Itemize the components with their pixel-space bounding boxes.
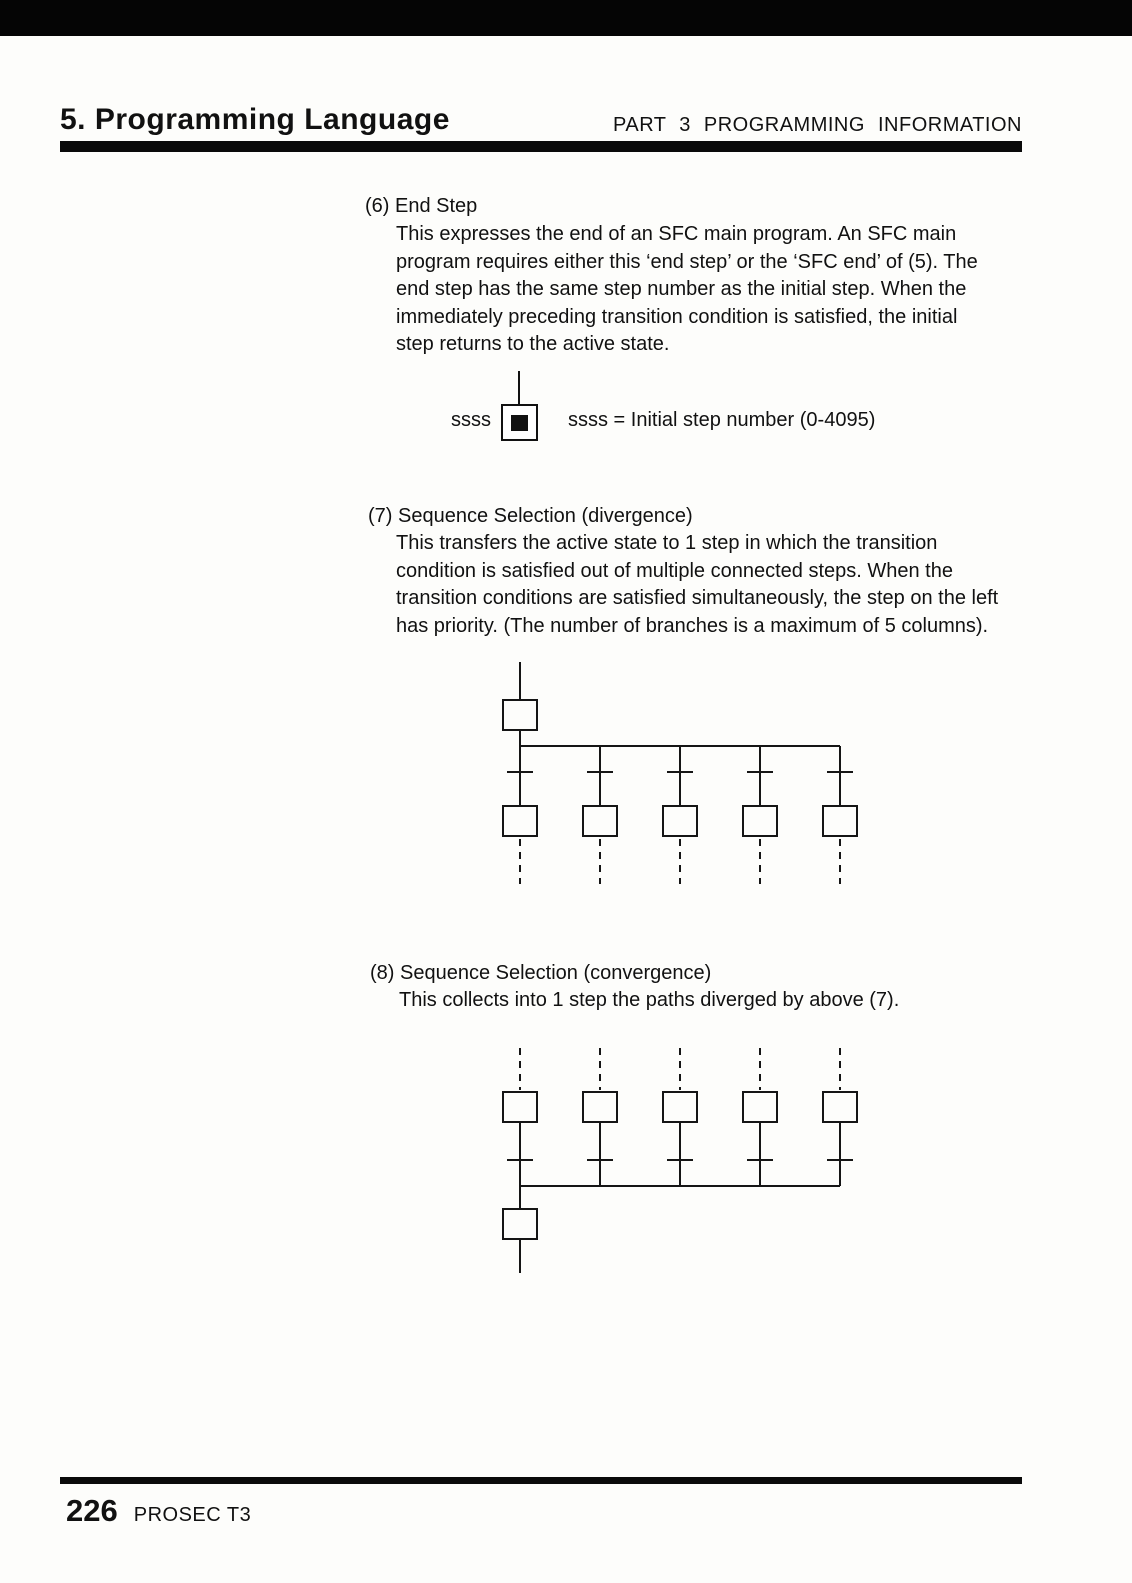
product-name: PROSEC T3 <box>133 1504 252 1526</box>
step-box <box>503 806 537 836</box>
step-box <box>823 1092 857 1122</box>
step-box <box>823 806 857 836</box>
sequence-divergence-diagram <box>500 660 862 888</box>
step-box <box>743 1092 777 1122</box>
section8-paragraph <box>399 987 899 1015</box>
step-box <box>503 1092 537 1122</box>
paragraph-line: This transfers the active state to 1 step in which the transition <box>396 532 938 554</box>
header-rule <box>60 141 1022 152</box>
section7-heading: (7) Sequence Selection (divergence) <box>368 505 693 527</box>
paragraph-line: immediately preceding transition condition is satisfied, the initial <box>396 305 958 328</box>
end-step-box <box>501 404 538 441</box>
step-box <box>503 1209 537 1239</box>
footer <box>66 1493 251 1529</box>
paragraph-line: condition is satisfied out of multiple connected steps. When the <box>396 559 953 582</box>
paragraph-line: has priority. (The number of branches is a maximum of 5 columns). <box>396 614 989 637</box>
paragraph-line: transition conditions are satisfied simultaneously, the step on the left <box>396 587 999 609</box>
section7-paragraph <box>396 530 998 640</box>
step-box <box>503 700 537 730</box>
step-box <box>743 806 777 836</box>
footer-rule <box>60 1477 1022 1484</box>
step-box <box>583 1092 617 1122</box>
header-part-label: PART 3 PROGRAMMING INFORMATION <box>613 114 1022 136</box>
section8-heading: (8) Sequence Selection (convergence) <box>370 962 712 984</box>
paragraph-line: end step has the same step number as the initial step. When the <box>396 278 967 300</box>
paragraph-line: program requires either this ‘end step’ or the ‘SFC end’ of (5). The <box>396 250 978 273</box>
paragraph-line: step returns to the active state. <box>396 333 670 355</box>
page-title: 5. Programming Language <box>60 103 450 136</box>
end-step-caption: ssss = Initial step number (0-4095) <box>568 409 876 431</box>
page-number: 226 <box>66 1493 118 1528</box>
scan-black-bar <box>0 0 1132 36</box>
end-step-flow-line <box>518 371 520 404</box>
step-box <box>663 806 697 836</box>
step-box <box>583 806 617 836</box>
step-box <box>663 1092 697 1122</box>
paragraph-line: This collects into 1 step the paths diverged by above (7). <box>399 989 900 1011</box>
end-step-number-label: ssss <box>451 409 491 431</box>
section6-heading: (6) End Step <box>365 195 478 217</box>
paragraph-line: This expresses the end of an SFC main program. An SFC main <box>396 223 957 245</box>
sequence-convergence-diagram <box>500 1046 862 1276</box>
section6-paragraph <box>396 221 978 359</box>
end-step-fill-square <box>511 415 528 431</box>
